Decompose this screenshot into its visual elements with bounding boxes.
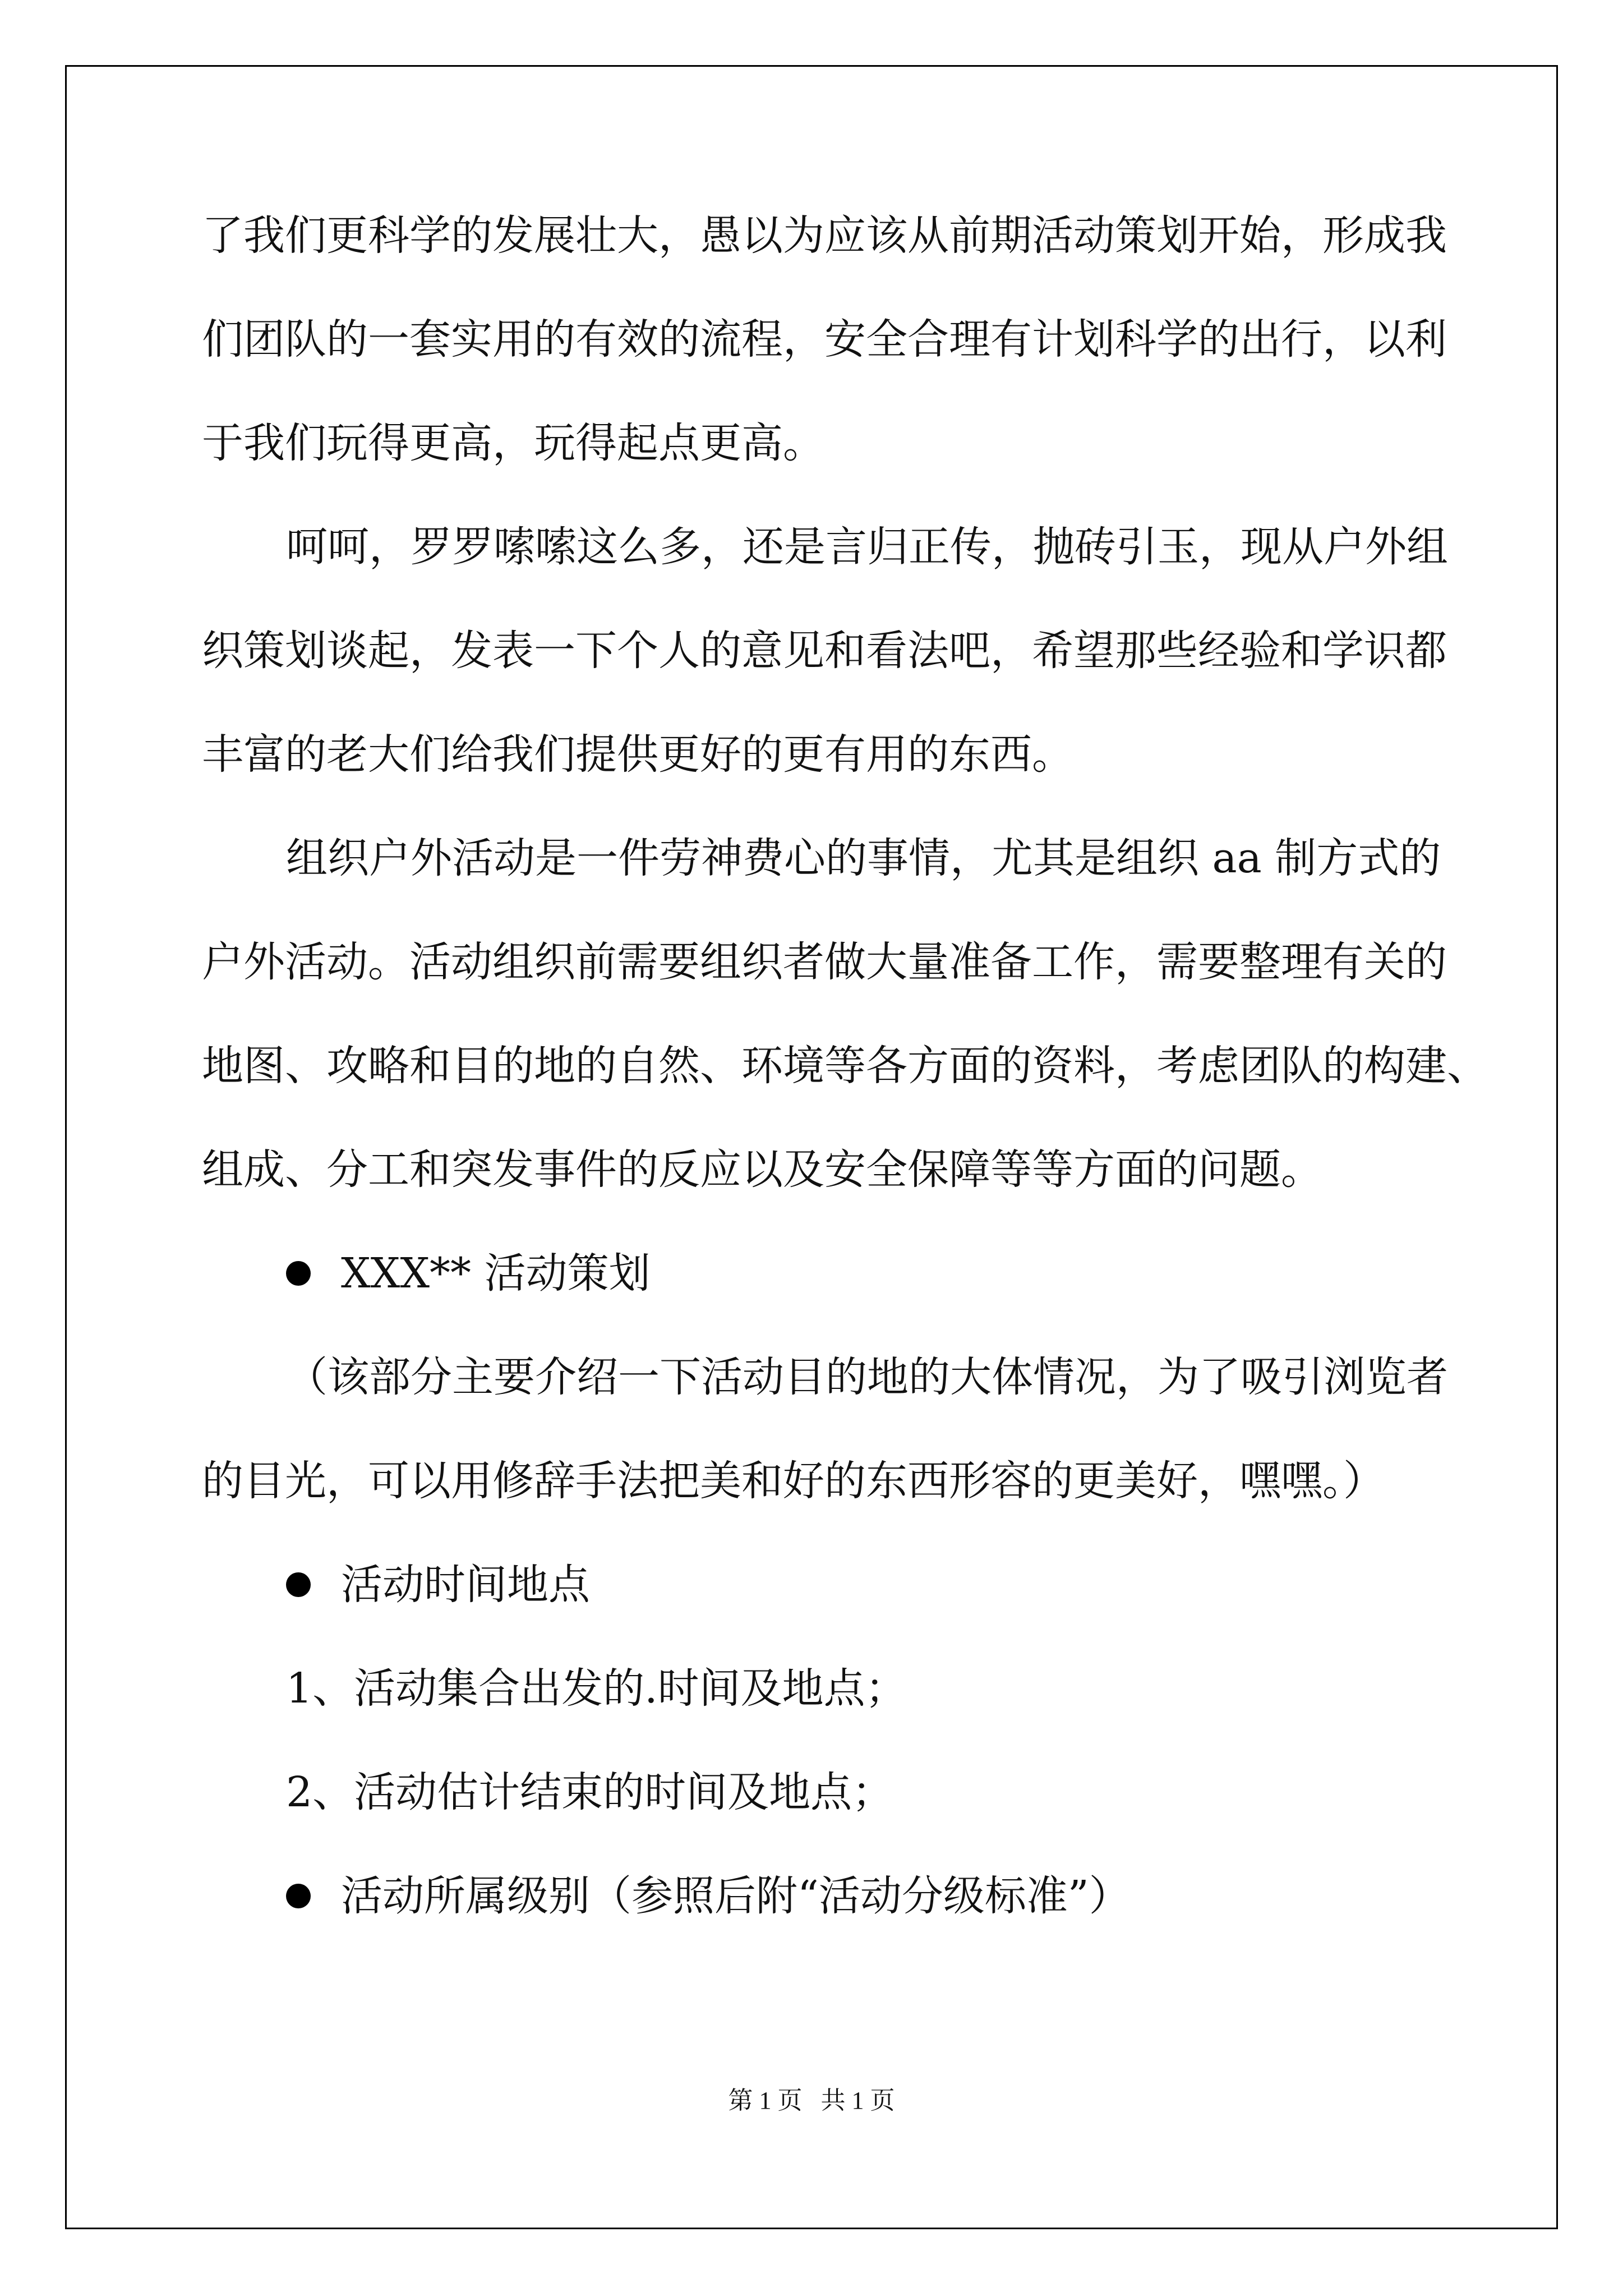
heading-text: 活动时间地点: [341, 1561, 590, 1609]
text-line: 呵呵，罗罗嗦嗦这么多，还是言归正传，抛砖引玉，现从户外组: [286, 523, 1448, 571]
bullet-heading: [286, 1551, 590, 1618]
text-line: 织策划谈起，发表一下个人的意见和看法吧，希望那些经验和学识都: [202, 627, 1447, 675]
text-line: （该部分主要介绍一下活动目的地的大体情况，为了吸引浏览者: [286, 1353, 1448, 1401]
text-line: 组成、分工和突发事件的反应以及安全保障等等方面的问题。: [202, 1145, 1322, 1194]
text-line: 户外活动。活动组织前需要组织者做大量准备工作，需要整理有关的: [202, 938, 1447, 986]
heading-text: 活动所属级别（参照后附“活动分级标准”）: [341, 1872, 1131, 1920]
text-line: 地图、攻略和目的地的自然、环境等各方面的资料，考虑团队的构建、: [202, 1042, 1488, 1090]
list-item: 1、活动集合出发的.时间及地点；: [286, 1664, 907, 1713]
heading-text: XXX** 活动策划: [341, 1249, 651, 1297]
bullet-icon: [286, 1572, 311, 1597]
page-number-footer: 第 1 页 共 1 页: [728, 2087, 895, 2114]
text-line: 组织户外活动是一件劳神费心的事情，尤其是组织 aa 制方式的: [286, 834, 1441, 882]
bullet-icon: [286, 1261, 311, 1286]
text-line: 的目光，可以用修辞手法把美和好的东西形容的更美好，嘿嘿。）: [202, 1457, 1385, 1505]
bullet-heading: [286, 1862, 1131, 1930]
text-line: 们团队的一套实用的有效的流程，安全合理有计划科学的出行，以利: [202, 315, 1447, 364]
bullet-icon: [286, 1884, 311, 1908]
text-line: 了我们更科学的发展壮大，愚以为应该从前期活动策划开始，形成我: [202, 211, 1447, 260]
text-line: 于我们玩得更高，玩得起点更高。: [202, 419, 824, 467]
list-item: 2、活动估计结束的时间及地点；: [286, 1768, 894, 1816]
bullet-heading: [286, 1240, 651, 1307]
text-line: 丰富的老大们给我们提供更好的更有用的东西。: [202, 730, 1073, 779]
